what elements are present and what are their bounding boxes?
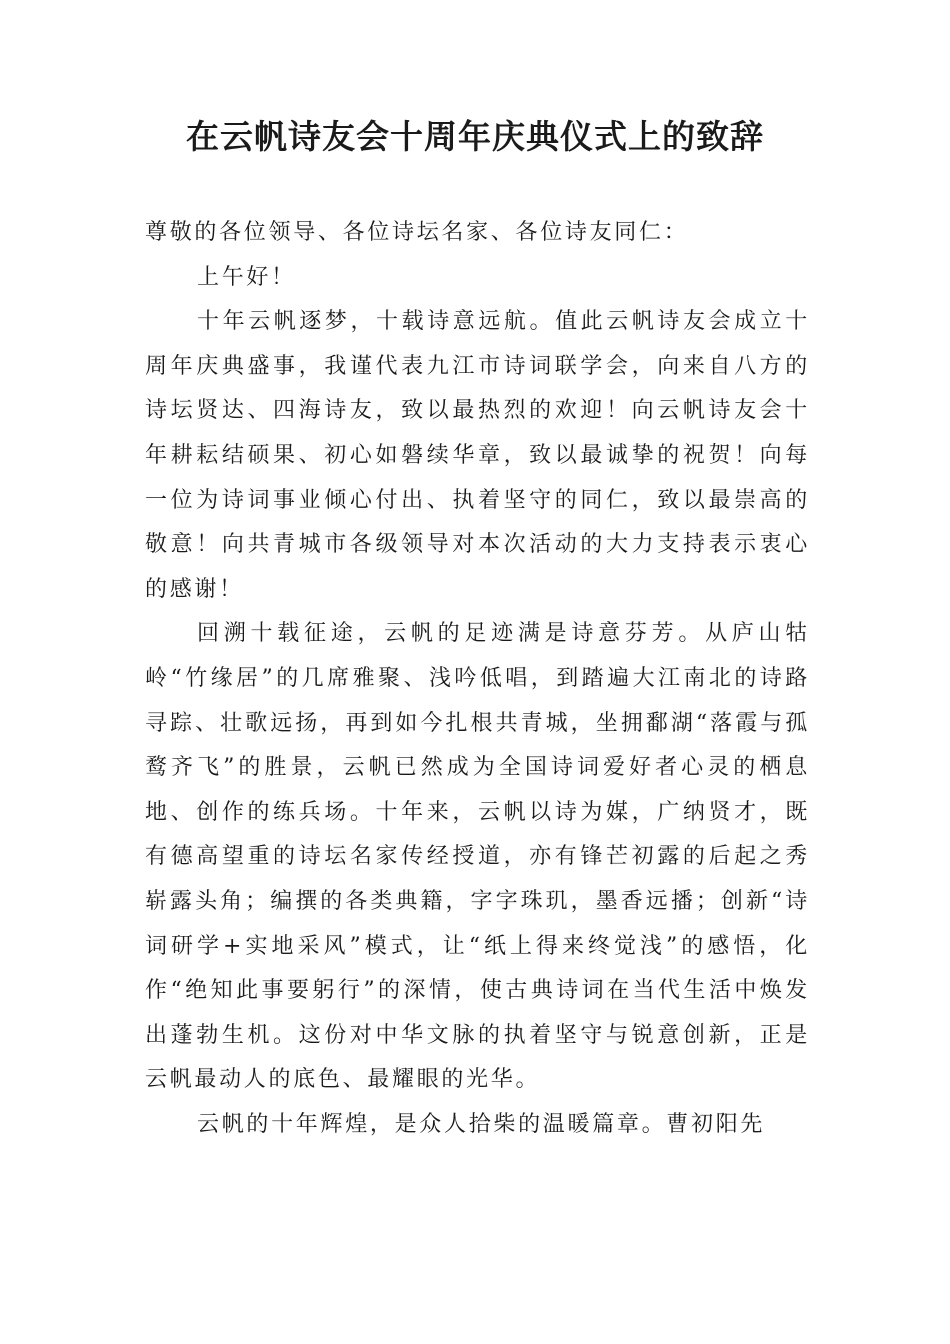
greeting: 上午好！	[197, 264, 296, 290]
paragraph-contributors: 云帆的十年辉煌，是众人拾柴的温暖篇章。曹初阳先	[197, 1111, 766, 1137]
document-title: 在云帆诗友会十周年庆典仪式上的致辞	[186, 117, 764, 156]
salutation: 尊敬的各位领导、各位诗坛名家、各位诗友同仁：	[145, 220, 689, 245]
paragraph-welcome: 十年云帆逐梦，十载诗意远航。值此云帆诗友会成立十周年庆典盛事，我谨代表九江市诗词联学会，向来自八方的诗坛贤达、四海诗友，致以最热烈的欢迎！向云帆诗友会十年耕耘结硕果、初心如磐续华章，致以最诚挚的祝贺！向每一位为诗词事业倾心付出、执着坚守的同仁，致以最崇高的敬意！向共青城市各级领导对本次活动的大力支持表示衷心的感谢！	[145, 309, 810, 602]
document-body	[145, 211, 810, 1147]
paragraph-history: 回溯十载征途，云帆的足迹满是诗意芬芳。从庐山牯岭“竹缘居”的几席雅聚、浅吟低唱，到踏遍大江南北的诗路寻踪、壮歌远扬，再到如今扎根共青城，坐拥鄱湖“落霞与孤鹜齐飞”的胜景，云帆已然成为全国诗词爱好者心灵的栖息地、创作的练兵场。十年来，云帆以诗为媒，广纳贤才，既有德高望重的诗坛名家传经授道，亦有锋芒初露的后起之秀崭露头角；编撰的各类典籍，字字珠玑，墨香远播；创新“诗词研学+实地采风”模式，让“纸上得来终觉浅”的感悟，化作“绝知此事要躬行”的深情，使古典诗词在当代生活中焕发出蓬勃生机。这份对中华文脉的执着坚守与锐意创新，正是云帆最动人的底色、最耀眼的光华。	[145, 621, 810, 1093]
